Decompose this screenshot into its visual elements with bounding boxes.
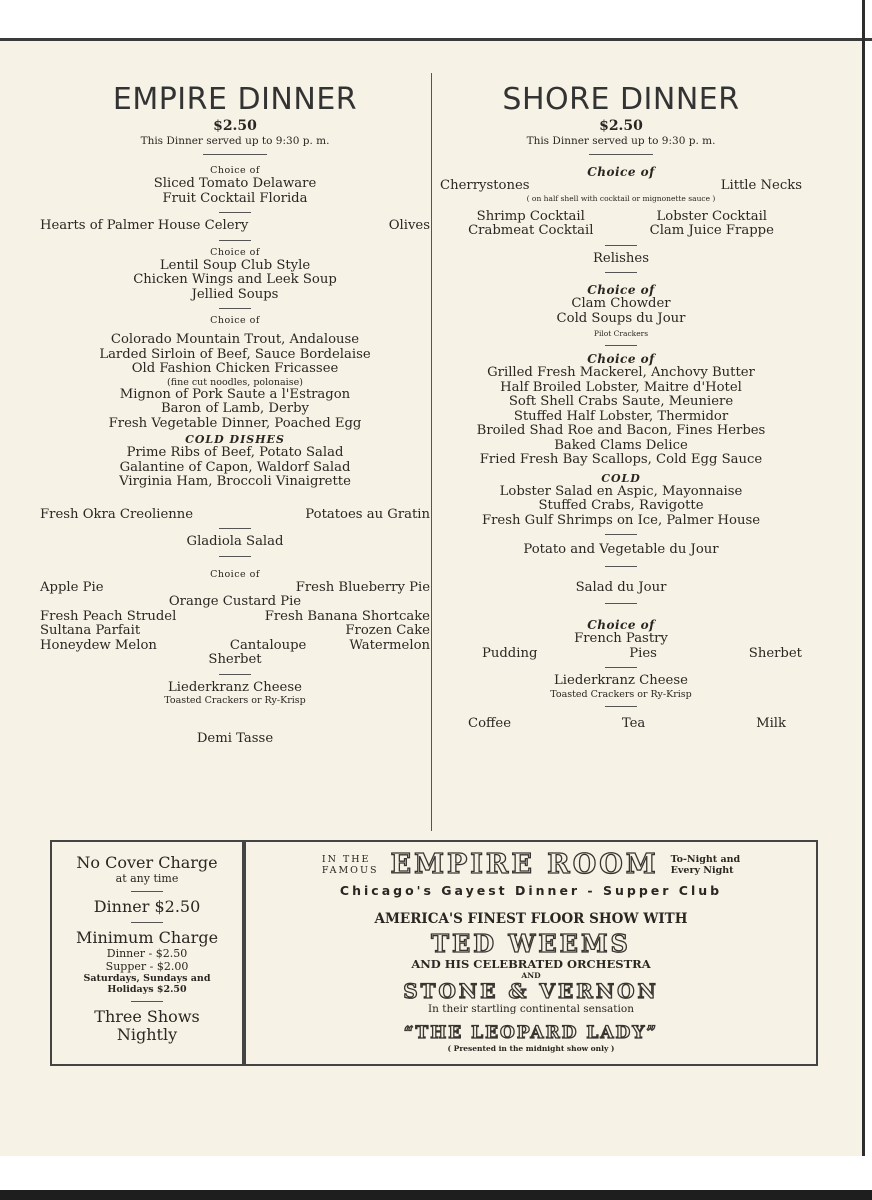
little-necks-item: Little Necks [720, 178, 802, 193]
divider [219, 528, 251, 529]
pastry-item: French Pastry [574, 631, 668, 646]
crackers-note: Toasted Crackers or Ry-Krisp [164, 695, 306, 706]
divider [131, 1001, 163, 1002]
cocktail-grid [440, 210, 802, 239]
divider [605, 245, 637, 246]
cover-charge-box [50, 840, 244, 1066]
potatoes-item: Potatoes au Gratin [305, 506, 430, 522]
midnight-note: ( Presented in the midnight show only ) [447, 1044, 615, 1053]
divider [131, 891, 163, 892]
scan-top-margin [0, 0, 872, 40]
celery-item: Hearts of Palmer House Celery [40, 218, 249, 233]
dessert-item: Fresh Peach Strudel [40, 608, 177, 624]
empire-room-box [244, 840, 818, 1066]
divider [605, 345, 637, 346]
in-the-famous [322, 854, 379, 876]
relishes-item: Relishes [592, 250, 649, 266]
divider [605, 534, 637, 535]
dessert-row [40, 581, 430, 596]
empire-room-logo: EMPIRE ROOM [390, 849, 659, 880]
salad-item: Salad du Jour [575, 579, 667, 595]
stone-vernon-logo: STONE & VERNON [403, 979, 659, 1003]
divider [219, 308, 251, 309]
entree-item: Old Fashion Chicken Fricassee [131, 361, 339, 376]
entree-item: Mignon of Pork Saute a l'Estragon [119, 386, 351, 402]
and-label: AND [521, 971, 541, 980]
entree-item: Half Broiled Lobster, Maitre d'Hotel [500, 379, 742, 395]
finest-floor-show: AMERICA'S FINEST FLOOR SHOW WITH [374, 911, 688, 927]
entree-item: Grilled Fresh Mackerel, Anchovy Butter [487, 365, 755, 380]
divider [605, 667, 637, 668]
cocktail-item: Crabmeat Cocktail [468, 223, 594, 238]
scan-edge-bottom [0, 1190, 872, 1200]
cold-dish-item: Prime Ribs of Beef, Potato Salad [126, 445, 344, 460]
entree-note: (fine cut noodles, polonaise) [167, 376, 303, 388]
entree-item: Soft Shell Crabs Saute, Meuniere [508, 394, 734, 409]
any-time: at any time [115, 872, 179, 885]
cocktail-item: Lobster Cocktail [656, 208, 768, 224]
choice-label: Choice of [587, 618, 655, 632]
potato-veg-item: Potato and Vegetable du Jour [523, 542, 719, 557]
empire-served-note: This Dinner served up to 9:30 p. m. [140, 135, 330, 147]
dessert-item: Watermelon [349, 637, 430, 653]
entree-item: Fried Fresh Bay Scallops, Cold Egg Sauce [479, 452, 763, 467]
beverage-item: Tea [621, 715, 646, 731]
divider [605, 272, 637, 273]
leopard-lady-logo: “THE LEOPARD LADY” [403, 1023, 659, 1043]
dinner-price: Dinner $2.50 [93, 897, 201, 916]
dessert-item: Sherbet [748, 645, 802, 661]
salad-item: Gladiola Salad [186, 534, 284, 549]
soup-item: Jellied Soups [191, 286, 279, 302]
divider [219, 212, 251, 213]
shore-title: SHORE DINNER [502, 82, 740, 117]
soup-item: Chicken Wings and Leek Soup [133, 272, 337, 287]
entree-item: Baked Clams Delice [554, 437, 688, 453]
divider [203, 154, 267, 155]
dessert-row [40, 624, 430, 639]
beverage-item: Coffee [468, 715, 512, 731]
dessert-item: Fresh Banana Shortcake [264, 608, 430, 624]
choice-label: Choice of [587, 283, 655, 297]
cold-dishes-label: COLD DISHES [185, 433, 285, 446]
cold-dish-item: Virginia Ham, Broccoli Vinaigrette [119, 474, 351, 489]
dessert-item: Pudding [482, 645, 538, 661]
choice-label: Choice of [210, 246, 260, 258]
appetizer-item: Sliced Tomato Delaware [153, 176, 317, 191]
tonight-label: To-Night and [670, 854, 741, 865]
shore-served-note: This Dinner served up to 9:30 p. m. [526, 135, 716, 147]
relish-row [40, 219, 430, 234]
entree-item: Stuffed Half Lobster, Thermidor [513, 408, 729, 424]
entree-item: Fresh Vegetable Dinner, Poached Egg [108, 415, 362, 431]
choice-label: Choice of [210, 165, 260, 176]
crackers-note: Toasted Crackers or Ry-Krisp [550, 688, 692, 700]
shell-note: ( on half shell with cocktail or mignonette sauce ) [526, 193, 716, 203]
three-shows: Three Shows [94, 1007, 200, 1026]
cold-label: COLD [601, 471, 641, 485]
divider [589, 154, 653, 155]
appetizer-item: Fruit Cocktail Florida [162, 190, 308, 206]
gayest-club: Chicago's Gayest Dinner - Supper Club [339, 883, 723, 898]
no-cover-charge: No Cover Charge [76, 853, 218, 872]
famous-label: FAMOUS [321, 865, 379, 876]
dessert-item: Fresh Blueberry Pie [295, 579, 430, 595]
vegetable-row [40, 508, 430, 523]
dessert-row [440, 647, 802, 662]
shore-price: $2.50 [599, 118, 643, 134]
okra-item: Fresh Okra Creolienne [40, 506, 194, 522]
soup-item: Cold Soups du Jour [556, 310, 686, 326]
dessert-item: Sherbet [208, 652, 262, 667]
clam-row [440, 179, 802, 194]
ted-weems-logo: TED WEEMS [431, 929, 631, 958]
dessert-item: Pies [629, 645, 657, 661]
pilot-crackers-note: Pilot Crackers [593, 329, 649, 338]
divider [219, 240, 251, 241]
minimum-supper: Supper - $2.00 [105, 960, 189, 973]
cold-item: Stuffed Crabs, Ravigotte [538, 498, 704, 513]
divider [219, 674, 251, 675]
divider [605, 706, 637, 707]
dessert-item: Cantaloupe [229, 637, 307, 653]
cold-item: Fresh Gulf Shrimps on Ice, Palmer House [481, 512, 761, 528]
empire-title: EMPIRE DINNER [112, 82, 358, 117]
dessert-item: Sultana Parfait [40, 623, 141, 638]
demi-tasse-item: Demi Tasse [196, 731, 274, 746]
scan-edge-right [862, 0, 865, 1200]
minimum-dinner: Dinner - $2.50 [106, 947, 188, 960]
in-the-label: IN THE [321, 854, 371, 865]
nightly: Nightly [116, 1025, 178, 1044]
empire-dinner-column [40, 83, 430, 747]
dessert-item: Frozen Cake [345, 623, 430, 638]
empire-room-header [246, 850, 816, 880]
cheese-item: Liederkranz Cheese [554, 673, 688, 688]
empire-price: $2.50 [213, 118, 257, 134]
cold-item: Lobster Salad en Aspic, Mayonnaise [499, 483, 743, 499]
choice-label: Choice of [210, 315, 260, 326]
entree-item: Colorado Mountain Trout, Andalouse [110, 332, 360, 347]
choice-label: Choice of [587, 165, 655, 179]
tonight-note [671, 854, 741, 876]
divider [605, 603, 637, 604]
every-night-label: Every Night [670, 865, 734, 876]
orchestra-line: AND HIS CELEBRATED ORCHESTRA [411, 957, 651, 971]
cherrystones-item: Cherrystones [440, 178, 530, 193]
dessert-item: Apple Pie [40, 579, 104, 595]
olives-item: Olives [388, 218, 430, 233]
weekend-note: Saturdays, Sundays and [83, 973, 211, 984]
choice-label: Choice of [210, 568, 260, 580]
entree-item: Baron of Lamb, Derby [160, 401, 310, 416]
entree-item: Broiled Shad Roe and Bacon, Fines Herbes [476, 423, 766, 438]
divider [219, 556, 251, 557]
weekend-note: Holidays $2.50 [107, 984, 187, 995]
divider [131, 922, 163, 923]
choice-label: Choice of [587, 352, 655, 366]
cocktail-item: Clam Juice Frappe [649, 223, 774, 238]
minimum-charge: Minimum Charge [75, 928, 219, 947]
cocktail-item: Shrimp Cocktail [476, 208, 585, 224]
entree-item: Larded Sirloin of Beef, Sauce Bordelaise [99, 346, 371, 362]
dessert-row [40, 610, 430, 625]
beverage-item: Milk [756, 715, 786, 731]
sensation-line: In their startling continental sensation [428, 1003, 634, 1015]
dessert-item: Honeydew Melon [40, 637, 157, 653]
dessert-item: Orange Custard Pie [168, 594, 302, 609]
cheese-item: Liederkranz Cheese [168, 679, 302, 695]
soup-item: Lentil Soup Club Style [159, 257, 311, 273]
column-divider [431, 73, 432, 831]
cold-dish-item: Galantine of Capon, Waldorf Salad [119, 459, 351, 475]
beverage-row [440, 717, 802, 732]
dessert-row [40, 639, 430, 654]
shore-dinner-column [440, 83, 802, 731]
divider [605, 566, 637, 567]
soup-item: Clam Chowder [571, 296, 671, 311]
